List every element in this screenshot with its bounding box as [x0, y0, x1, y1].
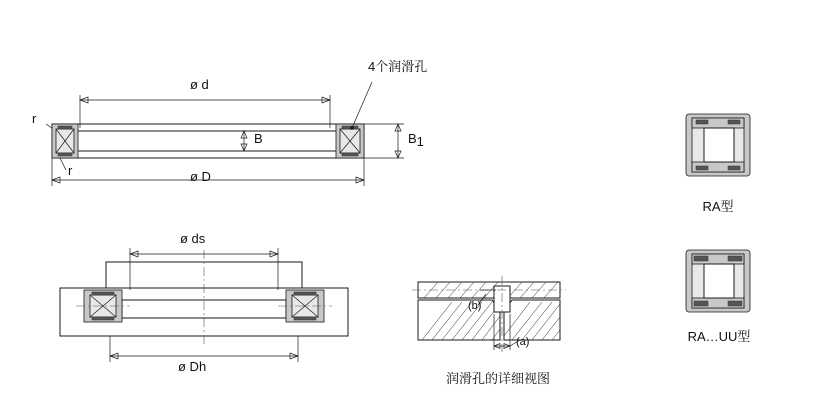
dim-B1: [364, 124, 404, 158]
caption-detail-view: 润滑孔的详细视图: [445, 371, 550, 386]
label-phi-D: ø D: [190, 169, 211, 184]
lube-hole-leader: [350, 82, 372, 130]
dim-phi-d: [80, 95, 330, 128]
label-phi-d: ø d: [190, 77, 209, 92]
lube-hole-detail: [412, 276, 566, 352]
label-lube-holes: 4个润滑孔: [368, 59, 428, 74]
type-ra-illustration: [686, 114, 750, 176]
top-section-body: [52, 124, 364, 158]
label-r-lower: r: [68, 163, 73, 178]
type-ra-uu-illustration: [686, 250, 750, 312]
label-B1: B1: [408, 131, 424, 149]
label-B: B: [254, 131, 263, 146]
bottom-section-body: [60, 250, 348, 346]
label-phi-Dh: ø Dh: [178, 359, 207, 374]
label-detail-a: (a): [516, 336, 530, 348]
label-phi-ds: ø ds: [180, 231, 206, 246]
caption-type-ra: RA型: [702, 199, 734, 214]
label-detail-b: (b): [468, 300, 482, 312]
label-r-left: r: [32, 111, 37, 126]
caption-type-ra-uu: RA…UU型: [687, 329, 751, 344]
